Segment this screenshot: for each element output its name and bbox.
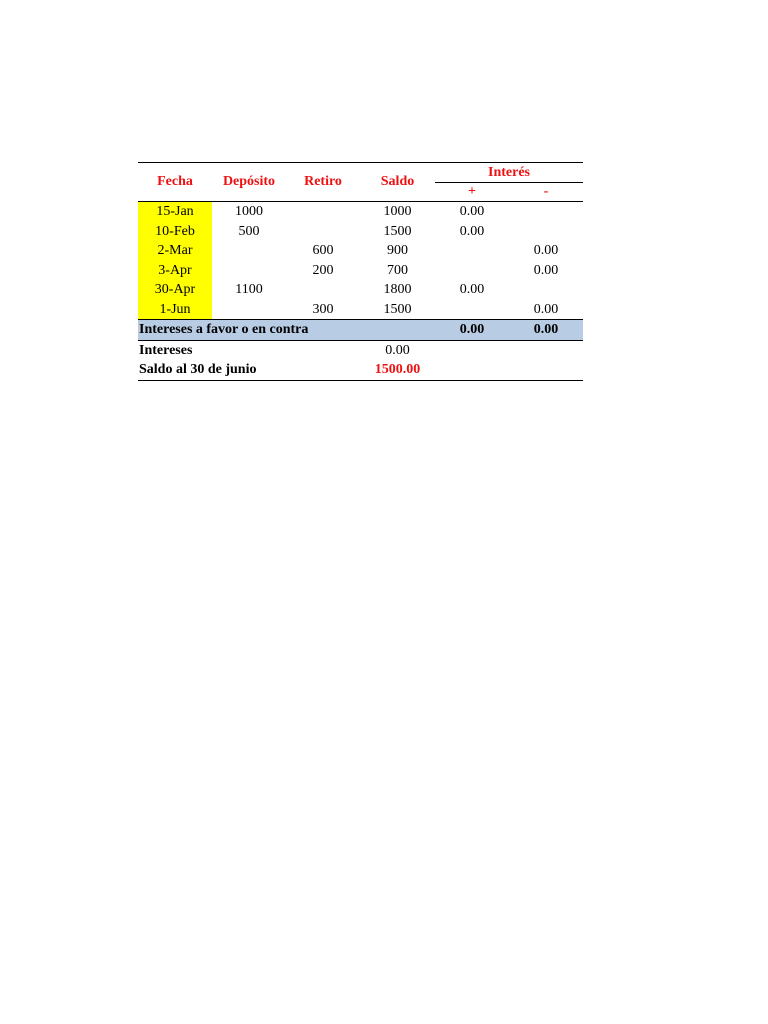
- cell-retiro: 200: [312, 262, 334, 278]
- cell-deposito: 1100: [235, 282, 263, 297]
- cell-interes-minus: 0.00: [533, 262, 559, 278]
- cell-interes-minus: [509, 222, 583, 242]
- cell-fecha: 30-Apr: [138, 280, 212, 300]
- cell-fecha: 1-Jun: [138, 300, 212, 320]
- cell-retiro: 600: [312, 243, 334, 258]
- header-fecha: Fecha: [157, 174, 193, 189]
- table-header: [138, 163, 583, 202]
- table-row: [138, 202, 583, 222]
- interest-table: [138, 162, 583, 381]
- cell-interes-plus: 0.00: [459, 282, 485, 297]
- cell-deposito: 1000: [235, 204, 263, 219]
- summary-row: [138, 319, 583, 341]
- cell-saldo: 1000: [383, 204, 412, 219]
- header-interes-plus: +: [468, 184, 476, 199]
- cell-deposito: [212, 241, 286, 261]
- cell-saldo: 700: [387, 262, 408, 278]
- cell-deposito: 500: [238, 223, 260, 239]
- cell-retiro: [286, 202, 360, 222]
- cell-fecha: 15-Jan: [138, 202, 212, 222]
- cell-interes-minus: [509, 202, 583, 222]
- cell-saldo: 1500: [383, 301, 412, 317]
- cell-saldo: 900: [387, 243, 408, 258]
- cell-interes-minus: 0.00: [533, 301, 559, 317]
- intereses-value: 0.00: [385, 342, 410, 358]
- intereses-row: [138, 341, 583, 361]
- cell-fecha: 3-Apr: [138, 261, 212, 281]
- cell-interes-minus: [509, 280, 583, 300]
- table-row: [138, 222, 583, 242]
- saldo-final-row: [138, 360, 583, 381]
- cell-saldo: 1500: [383, 223, 412, 239]
- header-deposito: Depósito: [222, 174, 276, 189]
- summary-interes-plus: 0.00: [459, 322, 485, 337]
- cell-fecha: 10-Feb: [138, 222, 212, 242]
- intereses-label: Intereses: [139, 342, 193, 358]
- cell-interes-plus: 0.00: [459, 223, 485, 239]
- cell-interes-plus: [435, 261, 509, 281]
- saldo-final-value: 1500.00: [374, 362, 421, 377]
- header-retiro: Retiro: [304, 174, 342, 189]
- saldo-final-label: Saldo al 30 de junio: [139, 362, 257, 377]
- header-interes-minus: -: [543, 184, 549, 199]
- cell-retiro: 300: [312, 301, 334, 317]
- cell-interes-plus: [435, 300, 509, 320]
- cell-deposito: [212, 261, 286, 281]
- cell-fecha: 2-Mar: [138, 241, 212, 261]
- cell-retiro: [286, 222, 360, 242]
- table-body: [138, 202, 583, 319]
- cell-saldo: 1800: [383, 282, 412, 297]
- table-row: [138, 241, 583, 261]
- cell-deposito: [212, 300, 286, 320]
- table-row: [138, 280, 583, 300]
- cell-interes-plus: 0.00: [459, 204, 485, 219]
- cell-interes-plus: [435, 241, 509, 261]
- table-row: [138, 300, 583, 320]
- summary-label: Intereses a favor o en contra: [139, 322, 309, 337]
- table-row: [138, 261, 583, 281]
- summary-interes-minus: 0.00: [533, 322, 559, 337]
- cell-retiro: [286, 280, 360, 300]
- header-saldo: Saldo: [380, 174, 415, 189]
- cell-interes-minus: 0.00: [533, 243, 559, 258]
- header-interes: Interés: [435, 163, 583, 183]
